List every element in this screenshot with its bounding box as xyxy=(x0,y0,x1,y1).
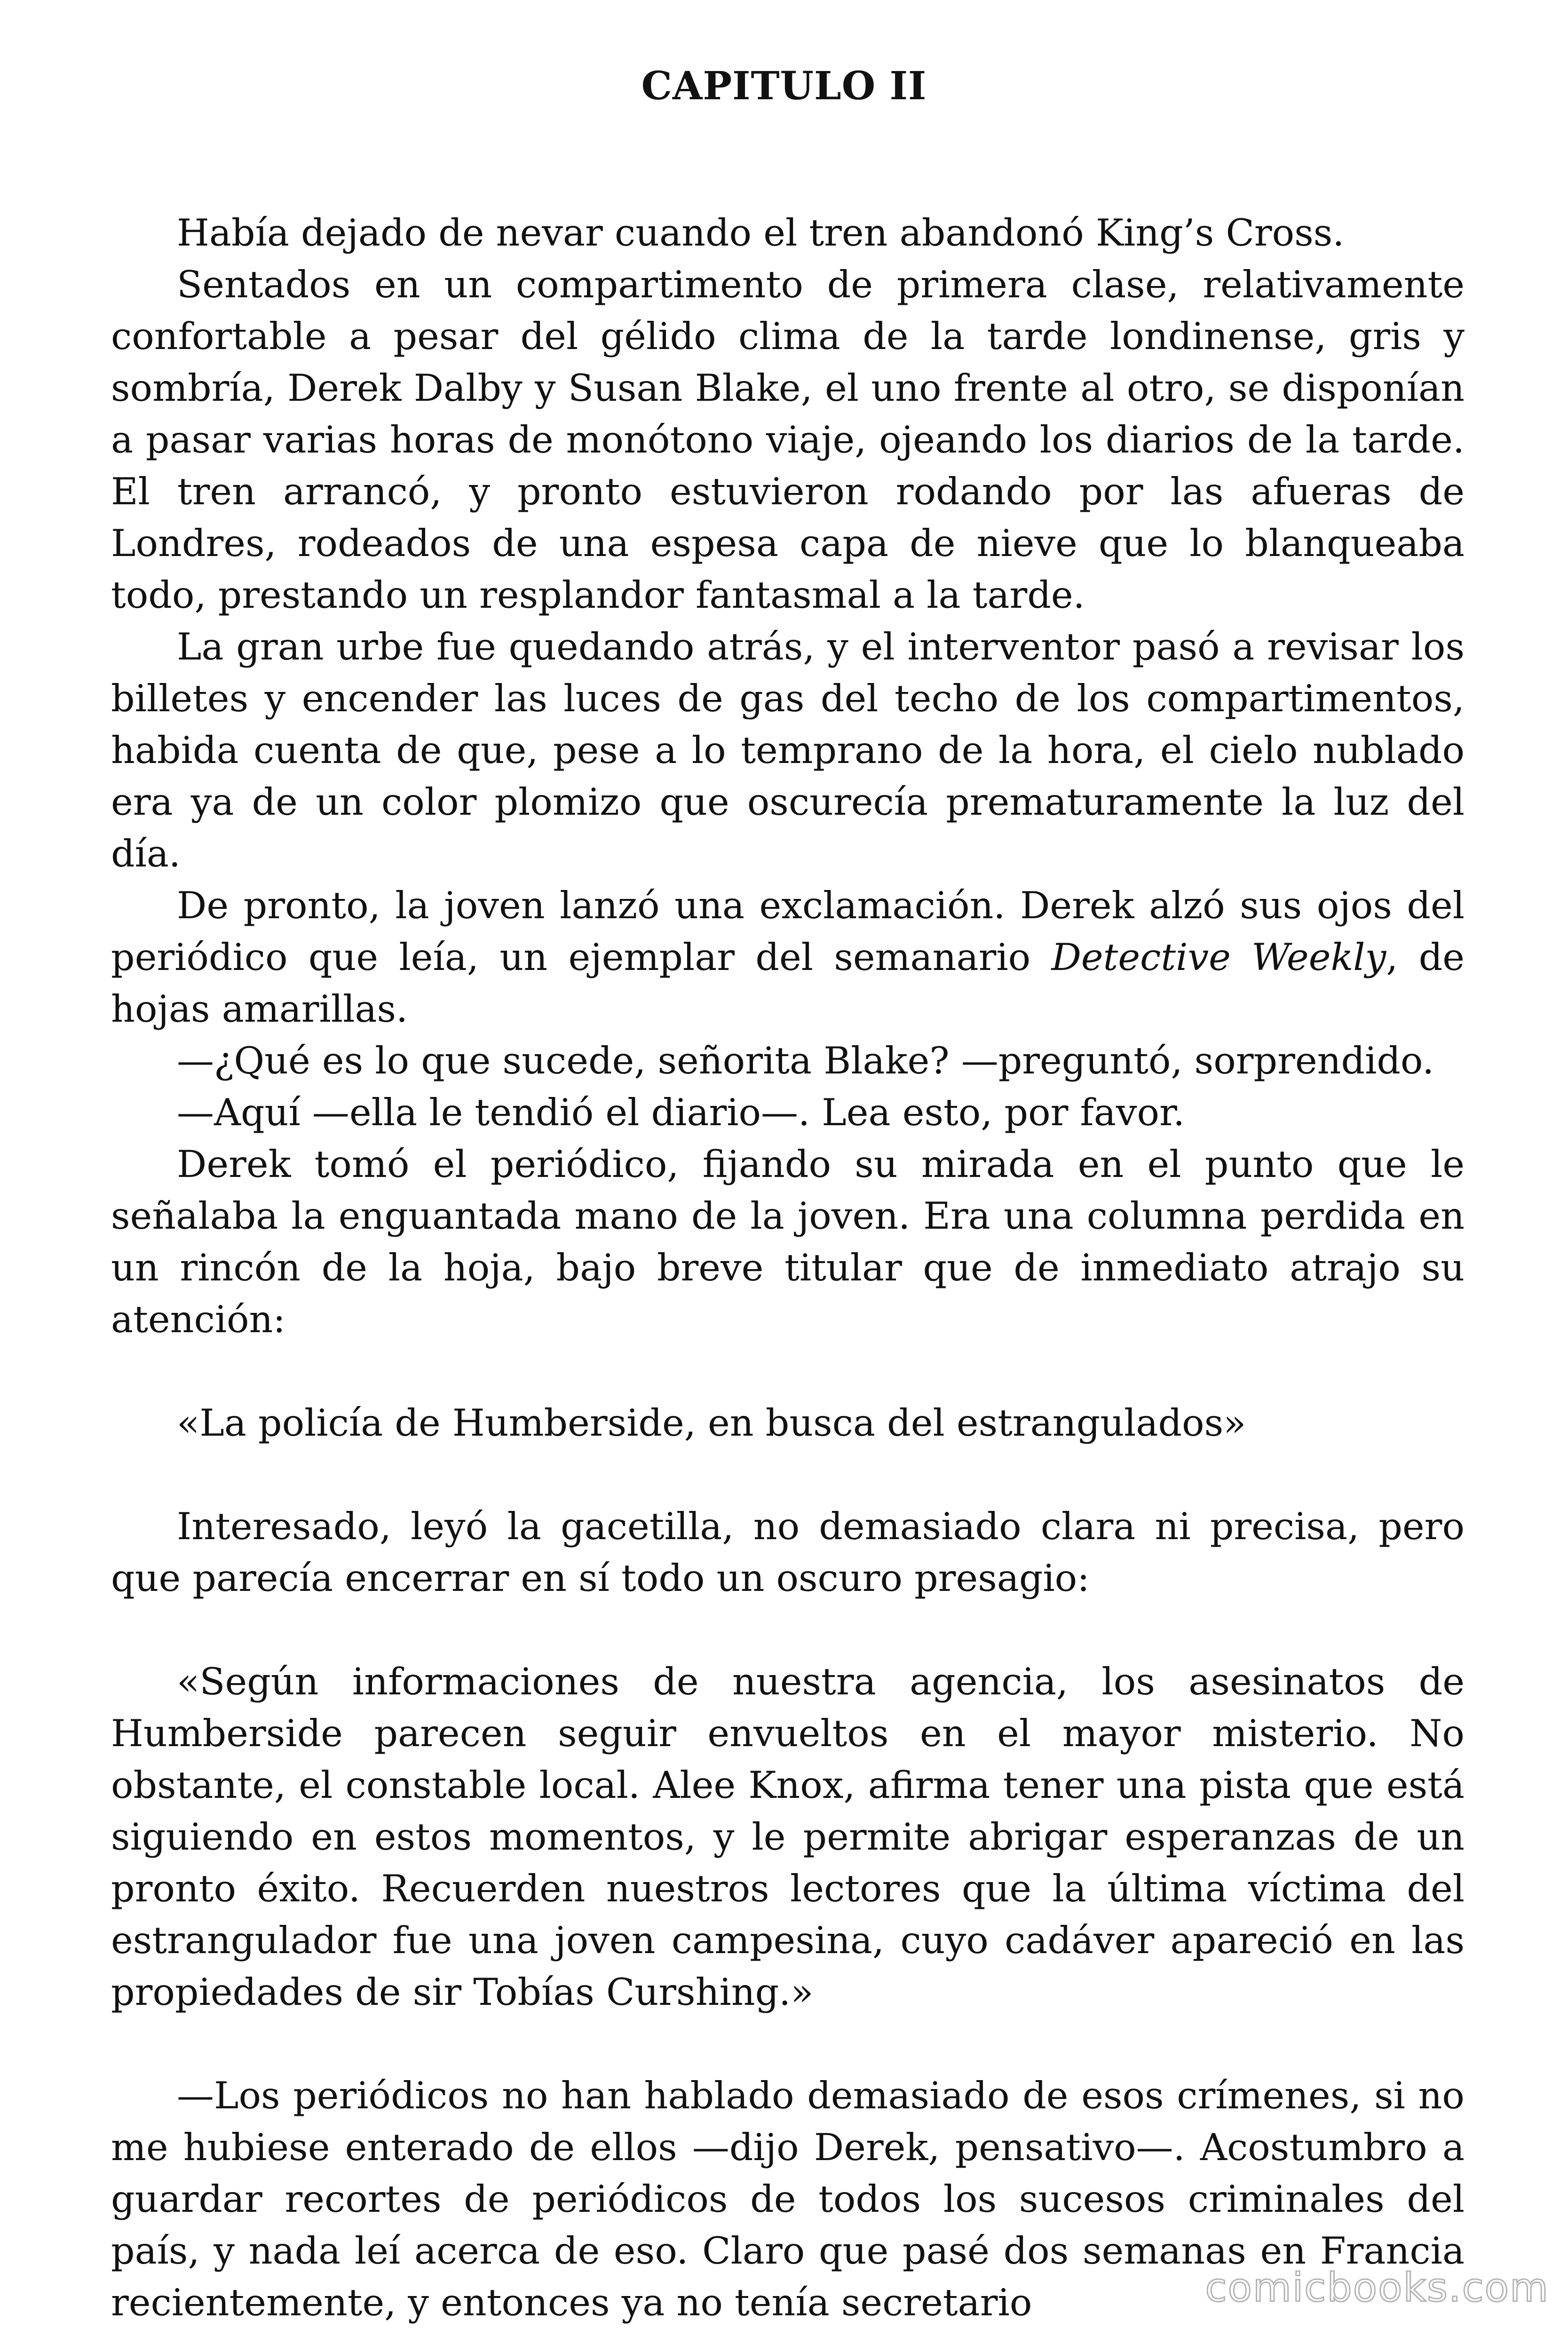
paragraph-derek-remarks: —Los periódicos no han hablado demasiado de esos crímenes, si no me hubiese enterado de ellos —dijo Derek, pensativo—. Acostumbro a guardar recortes de periódicos de todos los sucesos criminales del país, y nada leí acerca de eso. Claro que pasé dos semanas en Francia recientemente, y entonces ya no tenía secretario xyxy=(111,2074,1465,2324)
news-quote: «Según informaciones de nuestra agencia, los asesinatos de Humberside parecen seguir envueltos en el mayor misterio. No obstante, el constable local. Alee Knox, afirma tener una pista que está siguiendo en estos momentos, y le permite abrigar esperanzas de un pronto éxito. Recuerden nuestros lectores que la última víctima del estrangulador fue una joven campesina, cuyo cadáver apareció en las propiedades de sir Tobías Curshing.» xyxy=(111,1660,1465,2014)
paragraph-interested: Interesado, leyó la gacetilla, no demasiado clara ni precisa, pero que parecía encerrar en sí todo un oscuro presagio: xyxy=(111,1505,1465,1600)
paragraph-snow-stopped: Había dejado de nevar cuando el tren abandonó King’s Cross. xyxy=(177,211,1345,254)
magazine-title: Detective Weekly xyxy=(1051,936,1386,979)
paragraph-train-compartment: Sentados en un compartimento de primera clase, relativamente confortable a pesar del gélido clima de la tarde londinense, gris y sombría, Derek Dalby y Susan Blake, el uno frente al otro, se disponían a pasar varias horas de monótono viaje, ojeando los diarios de la tarde. El tren arrancó, y pronto estuvieron rodando por las afueras de Londres, rodeados de una espesa capa de nieve que lo blanqueaba todo, prestando un resplandor fantasmal a la tarde. xyxy=(111,263,1465,617)
paragraph-city-left-behind: La gran urbe fue quedando atrás, y el interventor pasó a revisar los billetes y encender las luces de gas del techo de los compartimentos, habida cuenta de que, pese a lo temprano de la hora, el cielo nublado era ya de un color plomizo que oscurecía prematuramente la luz del día. xyxy=(111,625,1465,875)
paragraph-exclamation xyxy=(111,880,1465,1035)
spacer xyxy=(111,2018,1465,2070)
paragraph-newspaper-column: Derek tomó el periódico, fijando su mirada en el punto que le señalaba la enguantada mano de la joven. Era una columna perdida en un rincón de la hoja, bajo breve titular que de inmediato atrajo su atención: xyxy=(111,1143,1465,1341)
dialogue-question: —¿Qué es lo que sucede, señorita Blake? —preguntó, sorprendido. xyxy=(177,1039,1434,1082)
exclamation-text-start: De pronto, la joven lanzó una exclamación. Derek alzó sus ojos del periódico que leía, un ejemplar del semanario xyxy=(111,884,1465,979)
spacer xyxy=(111,1449,1465,1501)
watermark-logo: comicbooks.com xyxy=(1205,2265,1549,2311)
spacer xyxy=(111,1604,1465,1656)
news-headline: «La policía de Humberside, en busca del estrangulados» xyxy=(177,1401,1246,1445)
spacer xyxy=(111,1345,1465,1397)
chapter-body xyxy=(111,207,1465,2328)
dialogue-answer: —Aquí —ella le tendió el diario—. Lea esto, por favor. xyxy=(177,1091,1185,1134)
chapter-title: CAPITULO II xyxy=(641,64,927,109)
exclamation-text-end: , de hojas amarillas. xyxy=(111,936,1465,1031)
